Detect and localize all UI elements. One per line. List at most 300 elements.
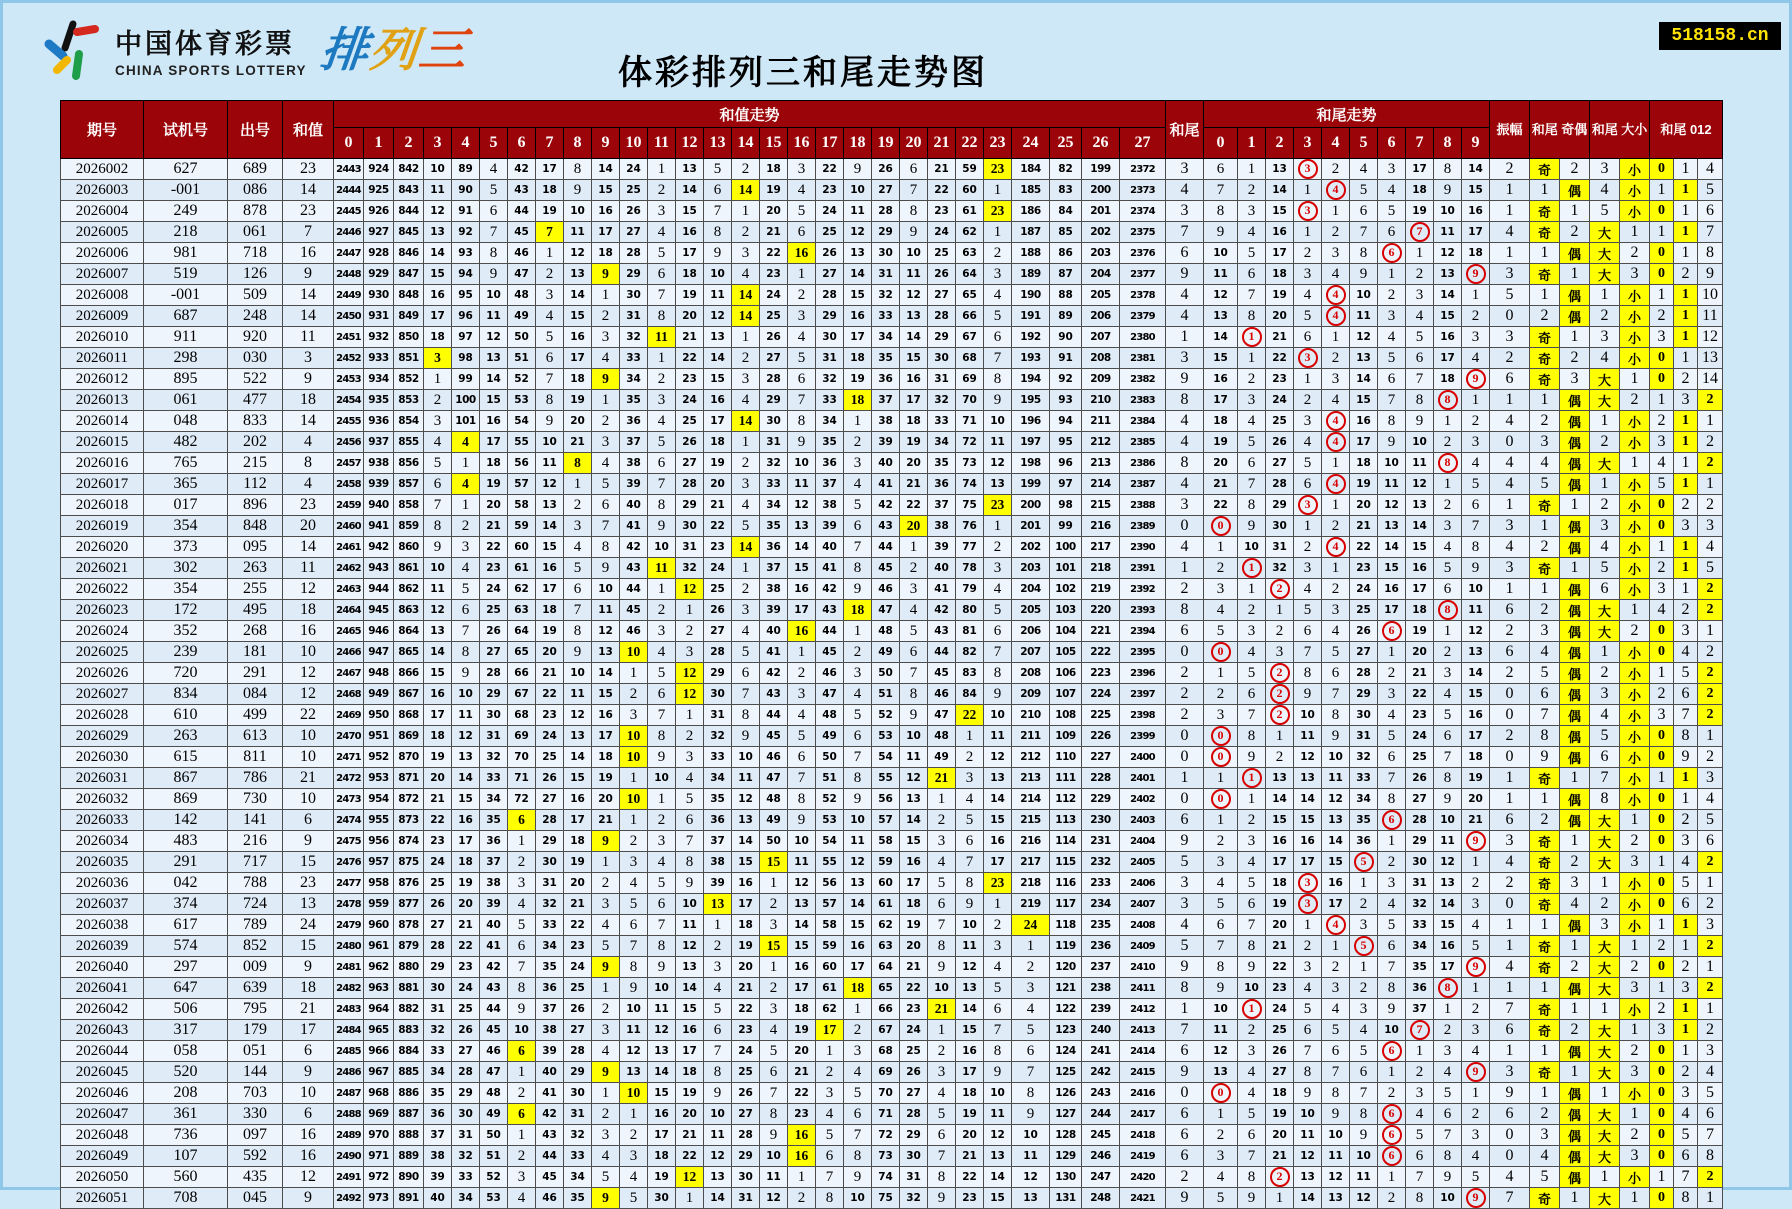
draw-number-cell: 592 xyxy=(228,1146,283,1167)
tail-trend-cell: 6 xyxy=(1378,747,1406,768)
sum-trend-cell: 27 xyxy=(424,915,452,936)
period-cell: 2026051 xyxy=(61,1188,144,1209)
sum-trend-cell: 17 xyxy=(424,306,452,327)
sum-trend-cell: 2450 xyxy=(334,306,364,327)
sum-trend-cell: 9 xyxy=(984,390,1012,411)
trend-table xyxy=(60,100,1723,1209)
sum-trend-cell: 240 xyxy=(1082,1020,1120,1041)
sum-trend-cell: 195 xyxy=(1012,390,1050,411)
sum-trend-cell: 23 xyxy=(984,201,1012,222)
sum-trend-cell: 1 xyxy=(452,453,480,474)
tail-trend-cell: 8 xyxy=(1350,243,1378,264)
tail-trend-cell: 4 xyxy=(1238,411,1266,432)
tail-trend-cell: 5 xyxy=(1434,558,1462,579)
sum-trend-cell: 26 xyxy=(816,243,844,264)
sum-trend-cell: 6 xyxy=(592,495,620,516)
tail-trend-cell: 1 xyxy=(1378,1062,1406,1083)
oddeven-cell: 1 xyxy=(1530,180,1560,201)
sum-trend-cell: 13 xyxy=(704,1167,732,1188)
sum-trend-cell: 943 xyxy=(364,558,394,579)
sum-trend-cell: 64 xyxy=(872,957,900,978)
tail-trend-cell: 6 xyxy=(1434,1104,1462,1125)
sum-trend-cell: 37 xyxy=(872,390,900,411)
sum-trend-cell: 34 xyxy=(928,432,956,453)
sum-trend-cell: 5 xyxy=(900,621,928,642)
sum-trend-cell: 24 xyxy=(676,390,704,411)
tail-trend-cell: 1 xyxy=(1378,1167,1406,1188)
draw-number-cell: 291 xyxy=(228,663,283,684)
tail-trend-cell: 27 xyxy=(1406,789,1434,810)
table-row xyxy=(61,411,1723,432)
sum-cell: 13 xyxy=(283,894,334,915)
sum-trend-cell: 105 xyxy=(1050,642,1082,663)
sum-trend-cell: 2418 xyxy=(1120,1125,1166,1146)
sum-trend-cell: 50 xyxy=(816,747,844,768)
draw-number-cell: 030 xyxy=(228,348,283,369)
tail-trend-cell: 24 xyxy=(1266,999,1294,1020)
sum-trend-cell: 6 xyxy=(928,894,956,915)
mod012-cell: 0 xyxy=(1650,495,1674,516)
sum-trend-cell: 61 xyxy=(508,558,536,579)
tail-trend-cell: 7 xyxy=(1350,222,1378,243)
sum-trend-cell: 13 xyxy=(844,243,872,264)
sum-trend-cell: 2489 xyxy=(334,1125,364,1146)
sum-trend-cell: 33 xyxy=(424,1041,452,1062)
sum-trend-cell: 14 xyxy=(900,810,928,831)
sum-trend-cell: 1 xyxy=(732,558,760,579)
sum-trend-cell: 42 xyxy=(760,663,788,684)
sum-trend-cell: 11 xyxy=(984,726,1012,747)
sum-trend-cell: 1 xyxy=(452,495,480,516)
tail-trend-cell: 7 xyxy=(1434,747,1462,768)
sum-trend-cell: 60 xyxy=(872,873,900,894)
tail-trend-cell: 13 xyxy=(1434,264,1462,285)
test-number-cell: 617 xyxy=(144,915,228,936)
sum-trend-cell: 4 xyxy=(1012,999,1050,1020)
draw-number-cell: 896 xyxy=(228,495,283,516)
sum-cell: 14 xyxy=(283,306,334,327)
bigsmall-cell: 2 xyxy=(1590,663,1620,684)
sum-trend-cell: 1 xyxy=(648,348,676,369)
tail-trend-cell: 9 xyxy=(1434,789,1462,810)
sum-trend-cell: 4 xyxy=(452,474,480,495)
tail-col-header: 0 xyxy=(1204,128,1238,159)
tail-trend-cell xyxy=(1378,243,1406,264)
amplitude-cell: 4 xyxy=(1490,957,1530,978)
sum-trend-cell: 230 xyxy=(1082,810,1120,831)
table-row xyxy=(61,936,1723,957)
sum-trend-cell: 112 xyxy=(1050,789,1082,810)
sum-trend-cell: 3 xyxy=(732,600,760,621)
tail-trend-cell: 2 xyxy=(1322,348,1350,369)
sum-trend-cell: 2417 xyxy=(1120,1104,1166,1125)
sum-trend-cell: 15 xyxy=(844,285,872,306)
sum-trend-cell: 247 xyxy=(1082,1167,1120,1188)
draw-number-cell: 051 xyxy=(228,1041,283,1062)
tail-trend-cell: 21 xyxy=(1266,327,1294,348)
sum-trend-cell: 125 xyxy=(1050,1062,1082,1083)
test-number-cell: 352 xyxy=(144,621,228,642)
sum-trend-cell: 9 xyxy=(704,1083,732,1104)
mod012-cell: 2 xyxy=(1674,957,1698,978)
sum-trend-cell: 32 xyxy=(536,894,564,915)
oddeven-cell: 奇 xyxy=(1530,159,1560,180)
sum-trend-cell: 2 xyxy=(676,621,704,642)
sum-trend-cell: 36 xyxy=(536,978,564,999)
sum-trend-cell: 2384 xyxy=(1120,411,1166,432)
tail-trend-cell: 28 xyxy=(1406,810,1434,831)
sum-trend-cell: 37 xyxy=(620,432,648,453)
sum-trend-cell: 32 xyxy=(620,327,648,348)
sum-trend-cell: 1 xyxy=(620,768,648,789)
sum-trend-cell: 25 xyxy=(732,1062,760,1083)
oddeven-cell: 1 xyxy=(1530,789,1560,810)
sum-trend-cell: 89 xyxy=(452,159,480,180)
sum-trend-cell: 62 xyxy=(956,222,984,243)
sum-trend-cell: 4 xyxy=(452,432,480,453)
oddeven-cell: 偶 xyxy=(1560,537,1590,558)
oddeven-cell: 奇 xyxy=(1530,348,1560,369)
tail-trend-cell: 3 xyxy=(1294,411,1322,432)
sum-trend-cell: 22 xyxy=(676,348,704,369)
amplitude-cell: 6 xyxy=(1490,810,1530,831)
sum-trend-cell: 2479 xyxy=(334,915,364,936)
tail-trend-cell: 2 xyxy=(1434,432,1462,453)
draw-number-cell: 878 xyxy=(228,201,283,222)
tail-trend-cell: 11 xyxy=(1350,306,1378,327)
test-number-cell: 107 xyxy=(144,1146,228,1167)
tail-trend-cell: 15 xyxy=(1350,390,1378,411)
mod012-cell: 0 xyxy=(1650,789,1674,810)
sum-trend-cell: 48 xyxy=(928,726,956,747)
sum-trend-cell: 44 xyxy=(620,579,648,600)
tail-trend-cell: 14 xyxy=(1462,159,1490,180)
sum-trend-cell: 36 xyxy=(424,1104,452,1125)
test-number-cell: 048 xyxy=(144,411,228,432)
sum-trend-cell: 73 xyxy=(956,453,984,474)
sum-trend-cell: 21 xyxy=(452,915,480,936)
sum-trend-cell: 4 xyxy=(508,894,536,915)
period-cell: 2026033 xyxy=(61,810,144,831)
tail-trend-cell: 5 xyxy=(1238,432,1266,453)
test-number-cell: 249 xyxy=(144,201,228,222)
table-row xyxy=(61,684,1723,705)
sum-trend-cell: 21 xyxy=(956,1146,984,1167)
sum-trend-cell: 14 xyxy=(732,180,760,201)
tail-hit-circle: 4 xyxy=(1326,180,1346,200)
sum-trend-cell: 2458 xyxy=(334,474,364,495)
sports-lottery-emblem-icon xyxy=(43,18,105,82)
sum-trend-cell: 95 xyxy=(452,285,480,306)
oddeven-cell: 偶 xyxy=(1560,684,1590,705)
tail-trend-cell: 18 xyxy=(1462,747,1490,768)
sum-trend-cell: 9 xyxy=(676,873,704,894)
sum-trend-cell: 9 xyxy=(900,222,928,243)
sum-trend-cell: 19 xyxy=(956,1104,984,1125)
oddeven-cell: 奇 xyxy=(1530,222,1560,243)
tail-hit-circle: 6 xyxy=(1382,1104,1402,1124)
sum-trend-cell: 128 xyxy=(1050,1125,1082,1146)
sum-trend-cell: 15 xyxy=(564,768,592,789)
sum-trend-cell: 15 xyxy=(592,180,620,201)
sum-trend-cell: 33 xyxy=(452,1167,480,1188)
sum-trend-cell: 931 xyxy=(364,306,394,327)
bigsmall-cell: 3 xyxy=(1620,1062,1650,1083)
sum-trend-cell: 23 xyxy=(452,957,480,978)
mod012-cell: 14 xyxy=(1698,369,1723,390)
sum-trend-cell: 7 xyxy=(984,642,1012,663)
sum-trend-cell: 19 xyxy=(788,1020,816,1041)
site-badge[interactable]: 518158.cn xyxy=(1659,22,1781,50)
mod012-cell: 1 xyxy=(1674,222,1698,243)
sum-trend-cell: 16 xyxy=(424,684,452,705)
sum-trend-cell: 67 xyxy=(508,684,536,705)
sum-trend-cell: 71 xyxy=(872,1104,900,1125)
sum-trend-cell: 14 xyxy=(592,159,620,180)
header-tail: 和尾 xyxy=(1166,101,1204,159)
sum-trend-cell: 42 xyxy=(508,159,536,180)
sum-trend-cell: 864 xyxy=(394,621,424,642)
sum-trend-cell: 35 xyxy=(424,1083,452,1104)
sum-col-header: 23 xyxy=(984,128,1012,159)
bigsmall-cell: 1 xyxy=(1620,1104,1650,1125)
sum-trend-cell: 3 xyxy=(732,369,760,390)
tail-hit-circle: 9 xyxy=(1466,369,1486,389)
mod012-cell: 1 xyxy=(1698,411,1723,432)
tail-trend-cell: 22 xyxy=(1266,348,1294,369)
sum-trend-cell: 3 xyxy=(592,432,620,453)
sum-trend-cell: 12 xyxy=(564,705,592,726)
sum-trend-cell: 33 xyxy=(480,768,508,789)
sum-trend-cell: 954 xyxy=(364,789,394,810)
tail-trend-cell: 7 xyxy=(1238,285,1266,306)
tail-trend-cell: 3 xyxy=(1294,558,1322,579)
sum-trend-cell: 10 xyxy=(984,411,1012,432)
tail-cell: 6 xyxy=(1166,1125,1204,1146)
period-cell: 2026038 xyxy=(61,915,144,936)
tail-trend-cell: 2 xyxy=(1322,957,1350,978)
sum-trend-cell: 30 xyxy=(872,243,900,264)
sum-trend-cell: 16 xyxy=(900,369,928,390)
oddeven-cell: 偶 xyxy=(1560,516,1590,537)
sum-trend-cell: 202 xyxy=(1082,222,1120,243)
sum-col-header: 22 xyxy=(956,128,984,159)
amplitude-cell: 0 xyxy=(1490,684,1530,705)
sum-trend-cell: 12 xyxy=(844,852,872,873)
sum-trend-cell: 7 xyxy=(592,516,620,537)
sum-trend-cell: 2407 xyxy=(1120,894,1166,915)
tail-trend-cell xyxy=(1294,348,1322,369)
test-number-cell: 610 xyxy=(144,705,228,726)
tail-trend-cell: 9 xyxy=(1322,726,1350,747)
sum-trend-cell: 2394 xyxy=(1120,621,1166,642)
tail-trend-cell: 21 xyxy=(1204,474,1238,495)
oddeven-cell: 1 xyxy=(1560,1062,1590,1083)
sum-trend-cell: 23 xyxy=(704,537,732,558)
sum-cell: 23 xyxy=(283,201,334,222)
tail-trend-cell: 31 xyxy=(1350,726,1378,747)
amplitude-cell: 3 xyxy=(1490,558,1530,579)
sum-trend-cell: 8 xyxy=(844,1146,872,1167)
sum-trend-cell: 23 xyxy=(424,831,452,852)
oddeven-cell: 奇 xyxy=(1530,873,1560,894)
sum-trend-cell: 27 xyxy=(480,642,508,663)
sum-trend-cell: 2 xyxy=(648,180,676,201)
sum-trend-cell: 2 xyxy=(620,1125,648,1146)
mod012-cell: 2 xyxy=(1698,663,1723,684)
bigsmall-cell: 小 xyxy=(1620,789,1650,810)
sum-cell: 18 xyxy=(283,600,334,621)
header-bigsmall: 和尾 大小 xyxy=(1590,101,1650,159)
tail-trend-cell: 10 xyxy=(1204,999,1238,1020)
sum-trend-cell: 1 xyxy=(592,285,620,306)
sum-trend-cell: 2 xyxy=(592,1104,620,1125)
sum-trend-cell: 16 xyxy=(788,621,816,642)
table-row xyxy=(61,705,1723,726)
sum-trend-cell: 70 xyxy=(508,747,536,768)
sum-trend-cell: 13 xyxy=(452,747,480,768)
sum-trend-cell: 14 xyxy=(984,1167,1012,1188)
sum-trend-cell: 13 xyxy=(704,327,732,348)
sum-trend-cell: 15 xyxy=(956,1020,984,1041)
mod012-cell: 0 xyxy=(1650,348,1674,369)
tail-trend-cell: 4 xyxy=(1322,621,1350,642)
tail-cell: 9 xyxy=(1166,957,1204,978)
tail-trend-cell: 17 xyxy=(1294,852,1322,873)
sum-trend-cell: 83 xyxy=(956,663,984,684)
sum-col-header: 16 xyxy=(788,128,816,159)
sum-trend-cell: 75 xyxy=(872,1188,900,1209)
sum-trend-cell: 2 xyxy=(788,285,816,306)
tail-trend-cell: 17 xyxy=(1462,222,1490,243)
tail-trend-cell: 5 xyxy=(1462,474,1490,495)
sum-trend-cell: 2402 xyxy=(1120,789,1166,810)
sum-trend-cell: 3 xyxy=(648,621,676,642)
sum-trend-cell: 93 xyxy=(452,243,480,264)
sum-trend-cell: 60 xyxy=(508,537,536,558)
sum-trend-cell: 32 xyxy=(452,1146,480,1167)
mod012-cell: 12 xyxy=(1698,327,1723,348)
sum-trend-cell: 57 xyxy=(508,474,536,495)
tail-hit-circle: 8 xyxy=(1438,390,1458,410)
draw-number-cell: 703 xyxy=(228,1083,283,1104)
oddeven-cell: 奇 xyxy=(1530,936,1560,957)
test-number-cell: 506 xyxy=(144,999,228,1020)
oddeven-cell: 1 xyxy=(1560,1188,1590,1209)
sum-trend-cell: 9 xyxy=(592,1062,620,1083)
sum-trend-cell: 94 xyxy=(1050,411,1082,432)
tail-trend-cell: 5 xyxy=(1238,873,1266,894)
tail-trend-cell: 1 xyxy=(1238,579,1266,600)
sum-trend-cell: 28 xyxy=(760,369,788,390)
bigsmall-cell: 2 xyxy=(1620,621,1650,642)
sum-trend-cell: 186 xyxy=(1012,201,1050,222)
sum-trend-cell: 7 xyxy=(1012,1062,1050,1083)
tail-hit-circle: 7 xyxy=(1410,222,1430,242)
sum-trend-cell: 119 xyxy=(1050,936,1082,957)
oddeven-cell: 奇 xyxy=(1530,558,1560,579)
oddeven-cell: 5 xyxy=(1530,1167,1560,1188)
sum-trend-cell: 945 xyxy=(364,600,394,621)
sum-trend-cell: 848 xyxy=(394,285,424,306)
sum-trend-cell: 31 xyxy=(760,432,788,453)
sum-trend-cell: 35 xyxy=(704,789,732,810)
mod012-cell: 0 xyxy=(1650,264,1674,285)
sum-cell: 11 xyxy=(283,327,334,348)
sum-cell: 9 xyxy=(283,264,334,285)
sum-trend-cell: 2 xyxy=(620,684,648,705)
sum-trend-cell: 6 xyxy=(648,453,676,474)
sum-trend-cell: 1 xyxy=(760,873,788,894)
sum-trend-cell: 12 xyxy=(788,495,816,516)
tail-cell: 8 xyxy=(1166,390,1204,411)
sum-trend-cell: 212 xyxy=(1012,747,1050,768)
test-number-cell: 574 xyxy=(144,936,228,957)
sum-trend-cell: 46 xyxy=(760,747,788,768)
tail-cell: 3 xyxy=(1166,873,1204,894)
sum-trend-cell: 25 xyxy=(564,978,592,999)
logo-cn-text: 中国体育彩票 xyxy=(115,29,295,59)
sum-trend-cell: 5 xyxy=(648,243,676,264)
tail-trend-cell: 8 xyxy=(1238,936,1266,957)
sum-trend-cell: 7 xyxy=(648,705,676,726)
sum-trend-cell: 2411 xyxy=(1120,978,1166,999)
sum-trend-cell: 10 xyxy=(900,243,928,264)
sum-trend-cell: 67 xyxy=(956,327,984,348)
sum-trend-cell: 15 xyxy=(760,936,788,957)
sum-trend-cell: 842 xyxy=(394,159,424,180)
tail-trend-cell: 9 xyxy=(1204,222,1238,243)
sum-trend-cell: 1 xyxy=(592,978,620,999)
sum-trend-cell: 4 xyxy=(788,180,816,201)
mod012-cell: 2 xyxy=(1698,705,1723,726)
sum-col-header: 21 xyxy=(928,128,956,159)
mod012-cell: 1 xyxy=(1698,957,1723,978)
period-cell: 2026045 xyxy=(61,1062,144,1083)
tail-trend-cell: 1 xyxy=(1204,810,1238,831)
sum-trend-cell: 1 xyxy=(676,1188,704,1209)
tail-trend-cell: 20 xyxy=(1266,306,1294,327)
sum-trend-cell: 45 xyxy=(620,600,648,621)
sum-trend-cell: 12 xyxy=(676,579,704,600)
sum-trend-cell: 934 xyxy=(364,369,394,390)
tail-hit-circle: 6 xyxy=(1382,1041,1402,1061)
sum-trend-cell: 876 xyxy=(394,873,424,894)
sum-trend-cell: 41 xyxy=(620,516,648,537)
sum-trend-cell: 44 xyxy=(816,621,844,642)
tail-trend-cell: 4 xyxy=(1204,600,1238,621)
table-row xyxy=(61,348,1723,369)
sum-trend-cell: 2413 xyxy=(1120,1020,1166,1041)
sum-trend-cell: 9 xyxy=(844,579,872,600)
sum-trend-cell: 27 xyxy=(452,1041,480,1062)
sum-trend-cell: 5 xyxy=(844,705,872,726)
bigsmall-cell: 1 xyxy=(1620,369,1650,390)
sum-trend-cell: 5 xyxy=(480,180,508,201)
mod012-cell: 1 xyxy=(1674,936,1698,957)
sum-trend-cell: 7 xyxy=(648,474,676,495)
tail-trend-cell: 1 xyxy=(1322,936,1350,957)
tail-hit-circle: 2 xyxy=(1270,579,1290,599)
mod012-cell: 1 xyxy=(1674,159,1698,180)
oddeven-cell: 4 xyxy=(1530,1146,1560,1167)
sum-trend-cell: 2419 xyxy=(1120,1146,1166,1167)
sum-trend-cell: 2 xyxy=(844,642,872,663)
test-number-cell: 172 xyxy=(144,600,228,621)
sum-trend-cell: 5 xyxy=(648,873,676,894)
sum-trend-cell: 237 xyxy=(1082,957,1120,978)
tail-trend-cell xyxy=(1434,390,1462,411)
